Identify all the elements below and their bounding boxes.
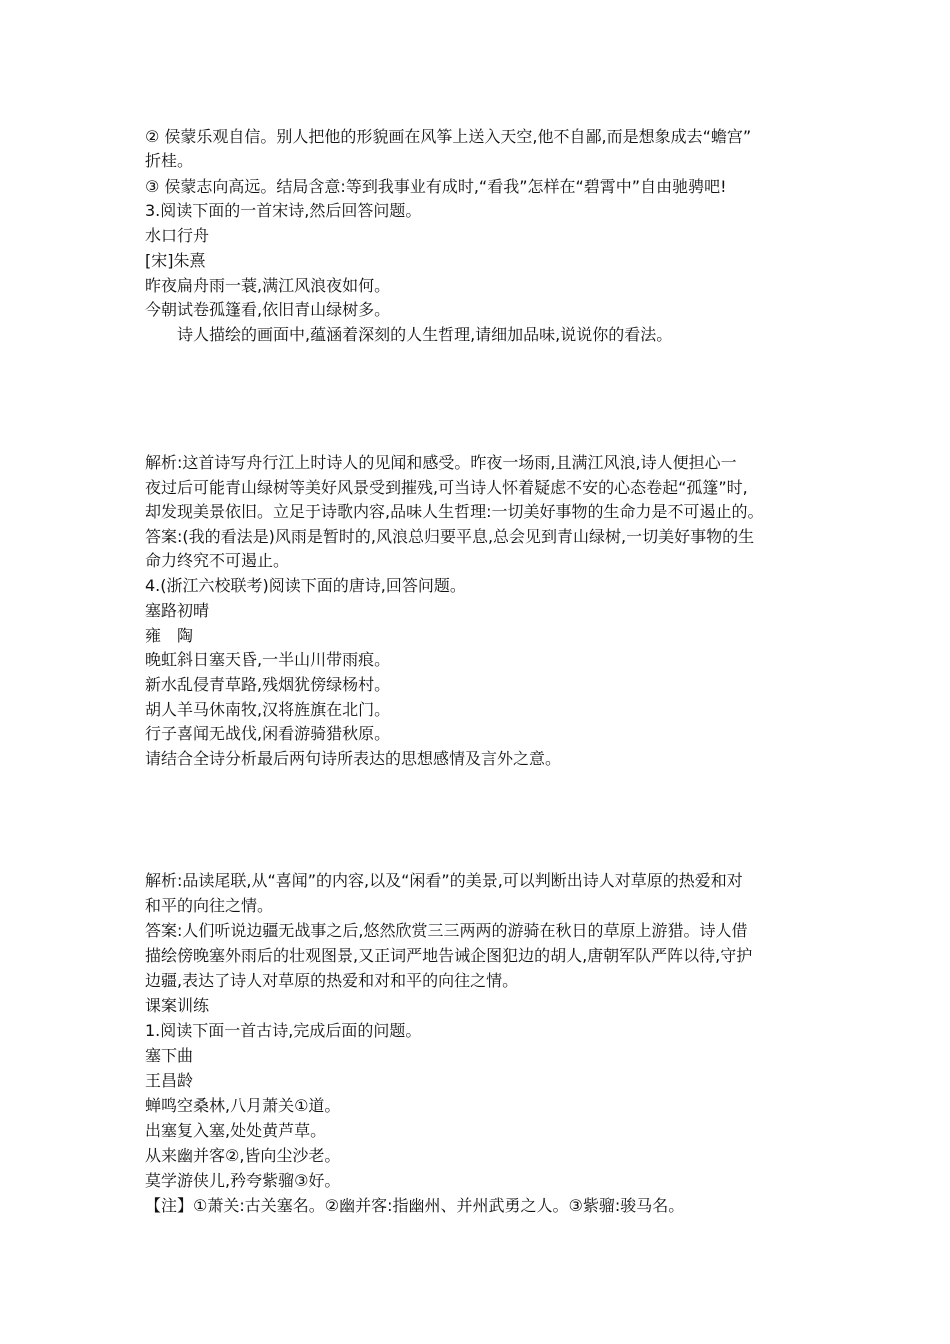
analysis-text: 和平的向往之情。 [145, 896, 274, 915]
analysis-text: 夜过后可能青山绿树等美好风景受到摧残,可当诗人怀着疑虑不安的心态卷起“孤篷”时, [145, 478, 748, 497]
analysis-text: 解析:品读尾联,从“喜闻”的内容,以及“闲看”的美景,可以判断出诗人对草原的热爱和对 [145, 871, 743, 890]
poem-line: 新水乱侵青草路,残烟犹傍绿杨村。 [145, 675, 391, 694]
question-heading: 3.阅读下面的一首宋诗,然后回答问题。 [145, 201, 422, 220]
poem-author: [宋]朱熹 [145, 251, 206, 270]
text-line: ② 侯蒙乐观自信。别人把他的形貌画在风筝上送入天空,他不自鄙,而是想象成去“蟾宫” [145, 127, 752, 146]
answer-text: 描绘傍晚塞外雨后的壮观图景,又正词严地告诫企图犯边的胡人,唐朝军队严阵以待,守护 [145, 946, 753, 965]
poem-line: 蝉鸣空桑林,八月萧关①道。 [145, 1096, 341, 1115]
poem-title: 水口行舟 [145, 226, 210, 245]
footnote: 【注】①萧关:古关塞名。②幽并客:指幽州、并州武勇之人。③紫骝:骏马名。 [145, 1196, 685, 1215]
poem-line: 昨夜扁舟雨一蓑,满江风浪夜如何。 [145, 276, 391, 295]
section-heading: 课案训练 [145, 996, 210, 1015]
poem-line: 行子喜闻无战伐,闲看游骑猎秋原。 [145, 724, 391, 743]
poem-line: 晚虹斜日塞天昏,一半山川带雨痕。 [145, 650, 391, 669]
poem-line: 出塞复入塞,处处黄芦草。 [145, 1121, 327, 1140]
poem-line: 胡人羊马休南牧,汉将旌旗在北门。 [145, 700, 391, 719]
poem-author: 王昌龄 [145, 1071, 194, 1090]
poem-title: 塞下曲 [145, 1046, 194, 1065]
question-prompt: 请结合全诗分析最后两句诗所表达的思想感情及言外之意。 [145, 749, 562, 768]
answer-text: 答案:人们听说边疆无战事之后,悠然欣赏三三两两的游骑在秋日的草原上游猎。诗人借 [145, 921, 748, 940]
analysis-text: 却发现美景依旧。立足于诗歌内容,品味人生哲理:一切美好事物的生命力是不可遏止的。 [145, 502, 764, 521]
poem-title: 塞路初晴 [145, 601, 210, 620]
answer-text: 答案:(我的看法是)风雨是暂时的,风浪总归要平息,总会见到青山绿树,一切美好事物的生 [145, 527, 755, 546]
question-heading: 1.阅读下面一首古诗,完成后面的问题。 [145, 1021, 422, 1040]
poem-author: 雍 陶 [145, 626, 194, 645]
answer-text: 命力终究不可遏止。 [145, 551, 290, 570]
poem-line: 从来幽并客②,皆向尘沙老。 [145, 1146, 341, 1165]
poem-line: 今朝试卷孤篷看,依旧青山绿树多。 [145, 300, 391, 319]
poem-line: 莫学游侠儿,矜夸紫骝③好。 [145, 1171, 341, 1190]
text-line: 折桂。 [145, 151, 194, 170]
answer-text: 边疆,表达了诗人对草原的热爱和对和平的向往之情。 [145, 971, 519, 990]
question-heading: 4.(浙江六校联考)阅读下面的唐诗,回答问题。 [145, 576, 466, 595]
question-prompt: 诗人描绘的画面中,蕴涵着深刻的人生哲理,请细加品味,说说你的看法。 [177, 325, 673, 344]
text-line: ③ 侯蒙志向高远。结局含意:等到我事业有成时,“看我”怎样在“碧霄中”自由驰骋吧! [145, 177, 727, 196]
analysis-text: 解析:这首诗写舟行江上时诗人的见闻和感受。昨夜一场雨,且满江风浪,诗人便担心一 [145, 453, 737, 472]
